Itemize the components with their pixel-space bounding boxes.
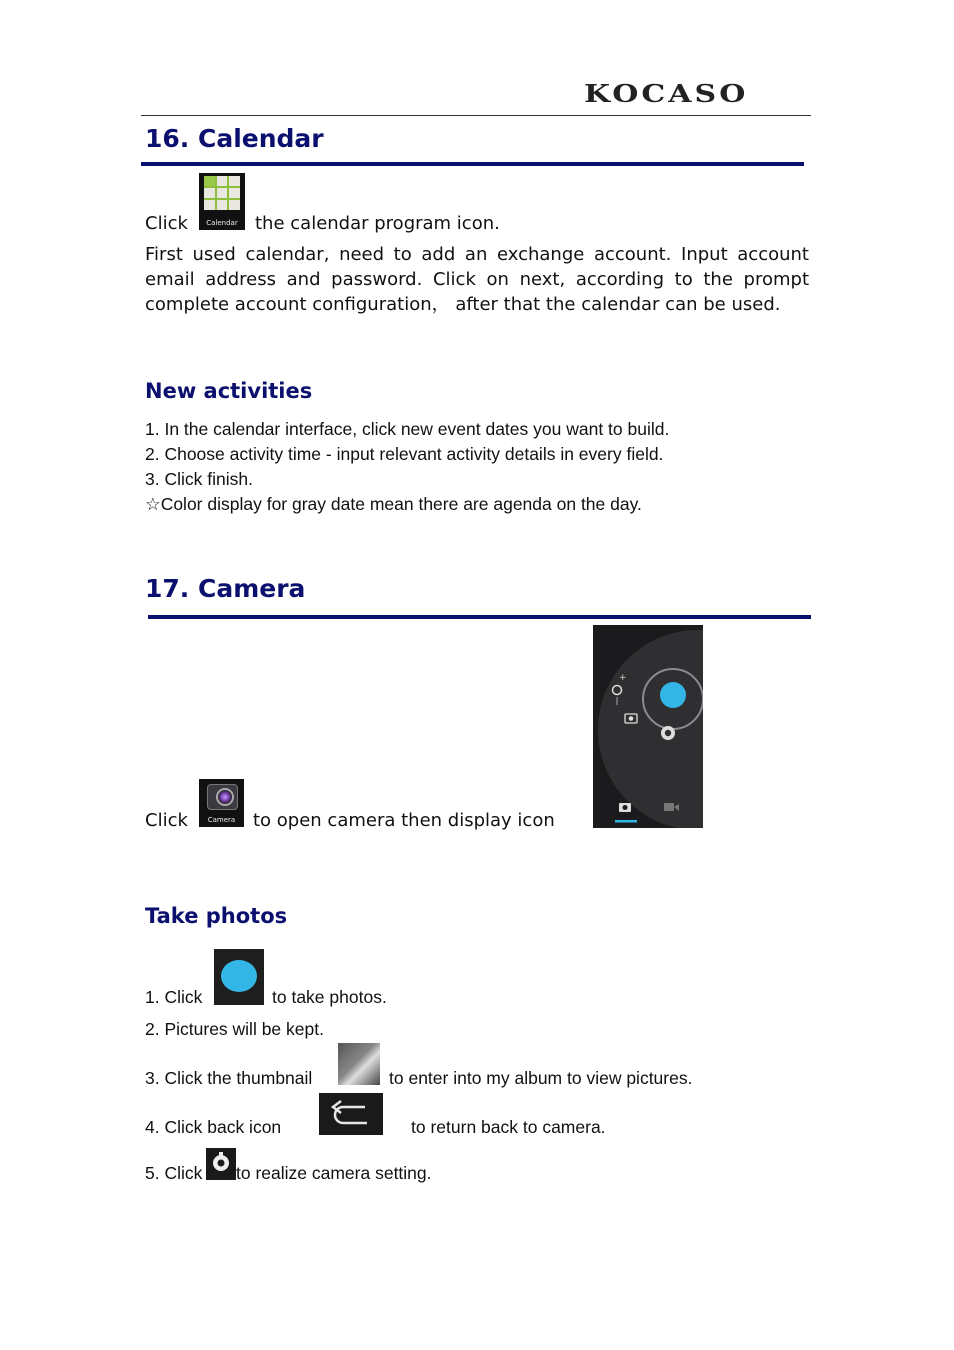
- new-activities-heading: New activities: [145, 379, 313, 403]
- step-2: 2. Pictures will be kept.: [145, 1019, 324, 1039]
- calendar-paragraph: First used calendar, need to add an exchange account. Input account email address and password. Click on next, according to the prompt complete account configuration， after that the calendar can be used.: [145, 244, 809, 315]
- calendar-heading: 16. Calendar: [145, 124, 324, 153]
- calendar-click-word: Click: [145, 213, 188, 234]
- back-arrow-icon[interactable]: [319, 1093, 383, 1135]
- step-1-end: to take photos.: [272, 987, 387, 1007]
- camera-panel-icons: [593, 625, 703, 828]
- camera-heading: 17. Camera: [145, 574, 306, 603]
- activity-note: ☆Color display for gray date mean there are agenda on the day.: [145, 494, 642, 514]
- step-3-end: to enter into my album to view pictures.: [389, 1068, 693, 1088]
- activity-item-3: 3. Click finish.: [145, 469, 253, 489]
- step-5-end: to realize camera setting.: [236, 1163, 432, 1183]
- svg-text:+: +: [619, 673, 627, 683]
- calendar-app-icon[interactable]: [199, 173, 245, 230]
- camera-click-word: Click: [145, 810, 188, 831]
- thumbnail-image-icon[interactable]: [338, 1043, 380, 1085]
- take-photos-heading: Take photos: [145, 904, 288, 928]
- kocaso-logo: KOCASO: [584, 80, 749, 109]
- step-4-end: to return back to camera.: [411, 1117, 606, 1137]
- calendar-heading-rule: [141, 162, 804, 166]
- activity-item-2: 2. Choose activity time - input relevant activity details in every field.: [145, 444, 664, 464]
- calendar-click-text: the calendar program icon.: [255, 213, 500, 234]
- camera-click-text: to open camera then display icon: [253, 810, 555, 831]
- header-divider: [141, 115, 811, 116]
- camera-app-icon[interactable]: [199, 779, 244, 827]
- step-4-start: 4. Click back icon: [145, 1117, 282, 1137]
- camera-icon-caption: Camera: [207, 816, 236, 824]
- step-5-start: 5. Click: [145, 1163, 203, 1183]
- settings-gear-icon[interactable]: [206, 1148, 236, 1180]
- step-1-start: 1. Click: [145, 987, 203, 1007]
- camera-heading-rule: [148, 615, 811, 619]
- step-3-start: 3. Click the thumbnail: [145, 1068, 313, 1088]
- camera-control-panel-image: [593, 625, 703, 828]
- activity-item-1: 1. In the calendar interface, click new event dates you want to build.: [145, 419, 670, 439]
- shutter-button-icon[interactable]: [214, 949, 264, 1005]
- calendar-icon-caption: Calendar: [206, 219, 238, 227]
